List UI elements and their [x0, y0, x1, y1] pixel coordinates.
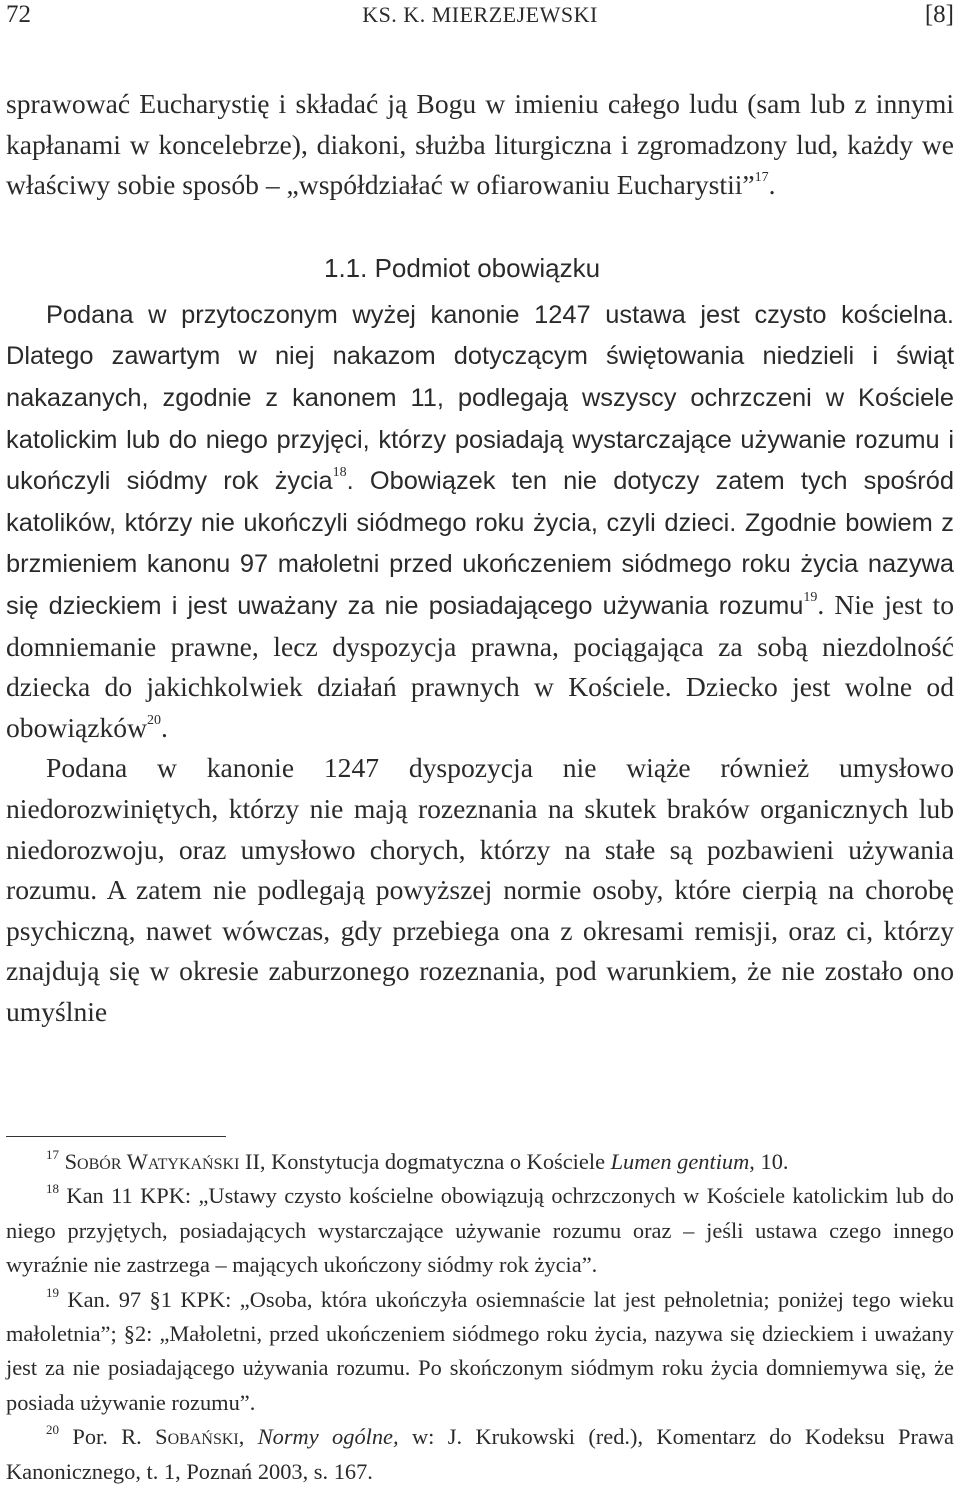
footnote-separator-text: ,: [238, 1424, 258, 1450]
footnote-separator: [6, 1136, 226, 1137]
footnote-text: II, Konstytucja dogmatyczna o Kościele: [239, 1149, 611, 1174]
footnote-number: 17: [46, 1147, 59, 1162]
footnote-ref-17: 17: [754, 170, 769, 186]
footnote-18: [6, 1179, 954, 1282]
paragraph-2-text-a: Podana w przytoczonym wyżej kanonie 1247 ustawa jest czysto kościelna. Dlatego zawartym w niej nakazom dotyczącym świętowania niedzieli i świąt nakazanych, zgodnie z kanonem 11, podlegają wszyscy ochrzczeni w Kościele katolickim lub do niego przyjęci, którzy posiadają wystarczające używanie rozumu i ukończyli siódmy rok życia: [6, 300, 954, 496]
footnote-number: 20: [46, 1422, 59, 1438]
footnote-text: Kan 11 KPK: „Ustawy czysto kościelne obowiązują ochrzczonych w Kościele katolickim lub do niego przyjętych, posiadających wystarczające używanie rozumu oraz – jeśli ustawa czego innego wyraźnie nie zastrzega – mających ukończony siódmy rok życia”.: [6, 1183, 954, 1278]
paragraph-1-end: .: [768, 169, 776, 201]
footnote-title: Normy ogólne,: [257, 1424, 399, 1450]
main-text: [6, 84, 954, 1032]
page-number: 72: [6, 1, 31, 28]
footnote-number: 19: [46, 1284, 59, 1300]
footnotes: [6, 1145, 954, 1489]
footnote-text-end: , 10.: [749, 1149, 789, 1174]
paragraph-1-text: sprawować Eucharystię i składać ją Bogu w imieniu całego ludu (sam lub z innymi kapłanami w koncelebrze), diakoni, służba liturgiczna i zgromadzony lud, każdy we właściwy sobie sposób – „współdziałać w ofiarowaniu Eucharystii”: [6, 88, 954, 201]
footnote-ref-20: 20: [147, 712, 162, 728]
footnote-ref-19: 19: [803, 589, 818, 605]
paragraph-2-text-d: .: [161, 711, 168, 743]
footnote-text-end: w: J. Krukowski (red.), Komentarz do Kodeksu Prawa Kanonicznego, t. 1, Poznań 2003, s. 167.: [6, 1424, 954, 1484]
footnote-text: Kan. 97 §1 KPK: „Osoba, która ukończyła osiemnaście lat jest pełnoletnia; poniżej tego wieku małoletnia”; §2: „Małoletni, przed ukończeniem siódmego roku życia, nazywa się dzieckiem i uważany jest za nie posiadającego używania rozumu. Po skończonym siódmym roku życia domniemywa się, że posiada używanie rozumu”.: [6, 1286, 954, 1415]
page-header: [0, 0, 960, 40]
footnote-ref-18: 18: [332, 465, 347, 481]
paragraph-2-text-b: . Obowiązek ten nie dotyczy zatem tych spośród katolików, którzy nie ukończyli siódmego roku życia, czyli dzieci. Zgodnie bowiem z brzmieniem kanonu 97 małoletni przed ukończeniem siódmego roku życia nazywa się dzieckiem i jest uważany za nie posiadającego używania rozumu: [6, 467, 954, 620]
paragraph-2-text-c: . Nie jest to domniemanie prawne, lecz dyspozycja prawna, pociągająca za sobą niezdolność dziecka do jakichkolwiek działań prawnych w Kościele. Dziecko jest wolne od obowiązków: [6, 588, 955, 743]
paragraph-3: Podana w kanonie 1247 dyspozycja nie wiąże również umysłowo niedorozwiniętych, którzy nie mają rozeznania na skutek braków organicznych lub niedorozwoju, oraz umysłowo chorych, którzy na stałe są pozbawieni używania rozumu. A zatem nie podlegają powyższej normie osoby, które cierpią na chorobę psychiczną, nawet wówczas, gdy przebiega ona z okresami remisji, oraz ci, którzy znajdują się w okresie zaburzonego rozeznania, pod warunkiem, że nie zostało ono umyślnie: [6, 752, 954, 1027]
footnote-author: Sobór Watykański: [64, 1149, 240, 1174]
footnote-17: [6, 1145, 954, 1179]
footnote-number: 18: [46, 1181, 59, 1197]
section-marker: [8]: [924, 1, 954, 28]
footnote-title: Lumen gentium: [610, 1149, 750, 1174]
footnote-text: Por. R.: [59, 1424, 156, 1450]
paragraph-1: [6, 84, 954, 206]
footnote-20: [6, 1420, 954, 1489]
section-heading: 1.1. Podmiot obowiązku: [324, 252, 601, 283]
footnote-author: Sobański: [155, 1424, 239, 1450]
running-title: KS. K. MIERZEJEWSKI: [362, 2, 598, 27]
footnote-19: [6, 1283, 954, 1421]
paragraph-2: [6, 294, 954, 749]
